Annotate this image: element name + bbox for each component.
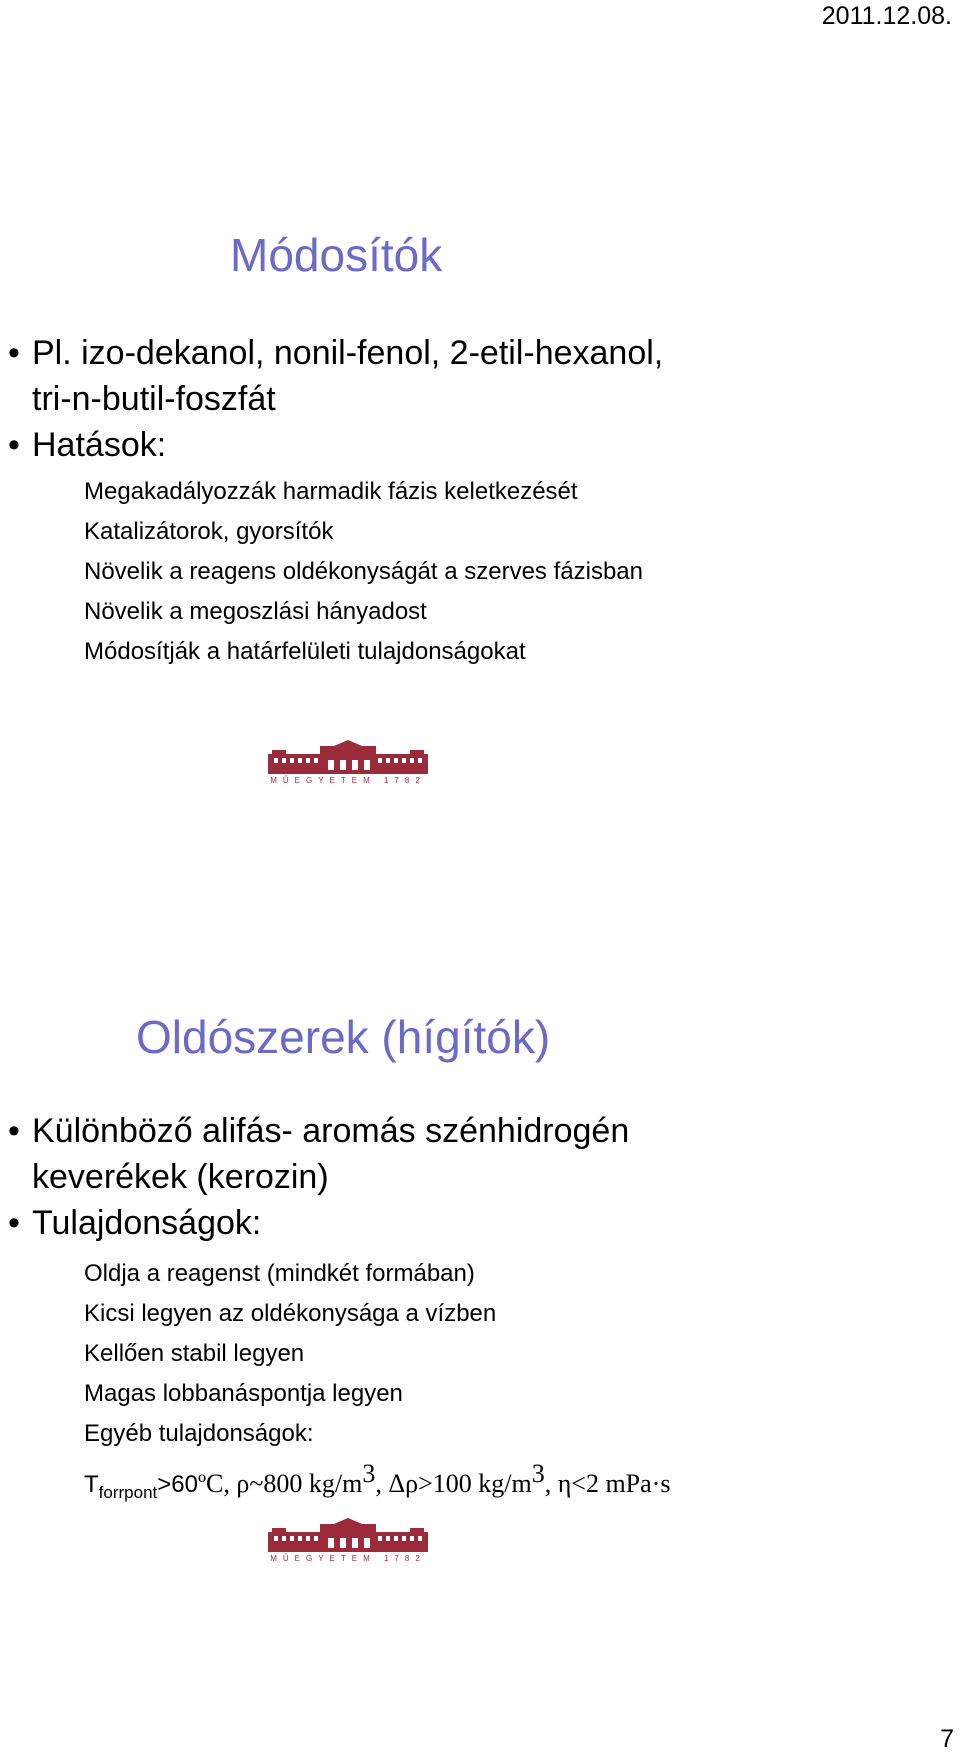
formula-viscosity: , η<2 mPa·s (544, 1469, 671, 1498)
sub-item: Katalizátorok, gyorsítók (84, 518, 334, 545)
sub-item: Kicsi legyen az oldékonysága a vízben (84, 1300, 497, 1327)
sub-item: Módosítják a határfelületi tulajdonságokat (84, 638, 526, 665)
page-number: 7 (940, 1725, 954, 1753)
slide-title: Oldószerek (hígítók) (136, 1011, 551, 1063)
formula-t: T (84, 1471, 99, 1498)
bullet-text: Hatások: (32, 426, 167, 464)
sub-item: Magas lobbanáspontja legyen (84, 1380, 403, 1407)
formula-exp: 3 (531, 1459, 545, 1488)
bullet-dot: • (8, 426, 20, 464)
bullet-dot: • (8, 1204, 20, 1242)
sub-item: Kellően stabil legyen (84, 1340, 305, 1367)
bullet-dot: • (8, 334, 20, 372)
sub-item: Növelik a megoszlási hányadost (84, 598, 427, 625)
bullet-text: Különböző alifás- aromás szénhidrogén keverékek (kerozin) (32, 1112, 630, 1196)
svg-text:MŰEGYETEM 1782: MŰEGYETEM 1782 (270, 1554, 426, 1562)
bullet-item (8, 1108, 728, 1200)
bme-building-icon (268, 1518, 428, 1562)
formula-t-sub: forrpont (98, 1483, 158, 1502)
bme-logo (268, 1518, 428, 1567)
slide-title: Módosítók (230, 229, 443, 281)
formula-gt60: >60 (157, 1471, 198, 1498)
bullet-text: Pl. izo-dekanol, nonil-fenol, 2-etil-hexanol, tri-n-butil-foszfát (32, 334, 664, 418)
sub-list (84, 1254, 670, 1513)
formula-line (84, 1454, 670, 1513)
formula-exp: 3 (362, 1459, 376, 1488)
sub-item: Növelik a reagens oldékonyságát a szerves fázisban (84, 558, 643, 585)
bullet-text: Tulajdonságok: (32, 1204, 262, 1242)
sub-item: Oldja a reagenst (mindkét formában) (84, 1260, 475, 1287)
bullet-dot: • (8, 1112, 20, 1150)
formula-delta-density: , Δρ>100 kg/m (375, 1469, 532, 1498)
svg-text:MŰEGYETEM 1782: MŰEGYETEM 1782 (270, 776, 426, 784)
sub-item: Egyéb tulajdonságok: (84, 1420, 314, 1447)
sub-item: Megakadályozzák harmadik fázis keletkezését (84, 478, 578, 505)
bullet-item (8, 1200, 261, 1246)
formula-density: ºC, ρ~800 kg/m (197, 1469, 363, 1498)
date-header: 2011.12.08. (821, 2, 952, 30)
